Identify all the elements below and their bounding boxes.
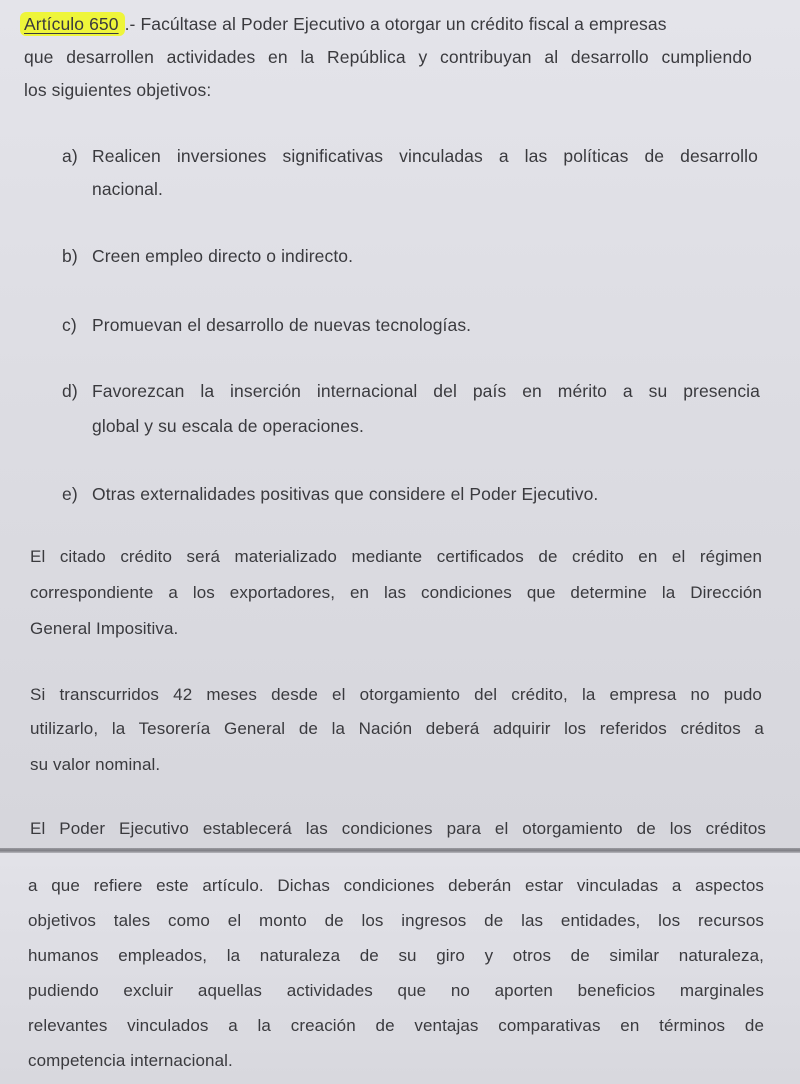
item-b-line-1: Creen empleo directo o indirecto. [92, 246, 354, 266]
item-a-marker: a) [62, 146, 78, 166]
paragraph-3-line-3: objetivos tales como el monto de los ingresos de las entidades, los recursos [28, 911, 764, 930]
intro-text: .- Facúltase al Poder Ejecutivo a otorgar un crédito fiscal a empresas [124, 14, 667, 34]
paragraph-2-line-1: Si transcurridos 42 meses desde el otorgamiento del crédito, la empresa no pudo [30, 685, 762, 704]
item-e-line-1: Otras externalidades positivas que considere el Poder Ejecutivo. [92, 484, 599, 504]
paragraph-3-line-6: relevantes vinculados a la creación de ventajas comparativas en términos de [28, 1016, 764, 1035]
paragraph-1-line-2: correspondiente a los exportadores, en las condiciones que determine la Dirección [30, 583, 762, 602]
paragraph-2-line-3: su valor nominal. [30, 755, 161, 774]
item-c-line-1: Promuevan el desarrollo de nuevas tecnologías. [92, 315, 472, 335]
paragraph-2-line-2: utilizarlo, la Tesorería General de la Nación deberá adquirir los referidos créditos a [30, 719, 764, 738]
paragraph-3-line-4: humanos empleados, la naturaleza de su giro y otros de similar naturaleza, [28, 946, 764, 965]
item-d-marker: d) [62, 381, 78, 401]
paragraph-1-line-3: General Impositiva. [30, 619, 179, 638]
article-intro-line-3: los siguientes objetivos: [24, 80, 212, 100]
item-e-marker: e) [62, 484, 78, 504]
article-label-highlighted: Artículo 650 [20, 12, 125, 36]
item-d-line-1: Favorezcan la inserción internacional del país en mérito a su presencia [92, 381, 760, 401]
paragraph-3-line-1: El Poder Ejecutivo establecerá las condiciones para el otorgamiento de los créditos [30, 819, 766, 838]
paragraph-1-line-1: El citado crédito será materializado mediante certificados de crédito en el régimen [30, 547, 762, 566]
paragraph-3-line-5: pudiendo excluir aquellas actividades que no aporten beneficios marginales [28, 981, 764, 1000]
item-d-line-2: global y su escala de operaciones. [92, 416, 364, 436]
paragraph-3-line-7: competencia internacional. [28, 1051, 233, 1070]
item-b-marker: b) [62, 246, 78, 266]
document-page-bottom [0, 853, 800, 1084]
paragraph-3-line-2: a que refiere este artículo. Dichas condiciones deberán estar vinculadas a aspectos [28, 876, 764, 895]
item-c-marker: c) [62, 315, 77, 335]
item-a-line-2: nacional. [92, 179, 163, 199]
item-a-line-1: Realicen inversiones significativas vinculadas a las políticas de desarrollo [92, 146, 758, 166]
article-intro-line-2: que desarrollen actividades en la República y contribuyan al desarrollo cumpliendo [24, 47, 752, 67]
article-intro-line-1 [26, 14, 667, 35]
